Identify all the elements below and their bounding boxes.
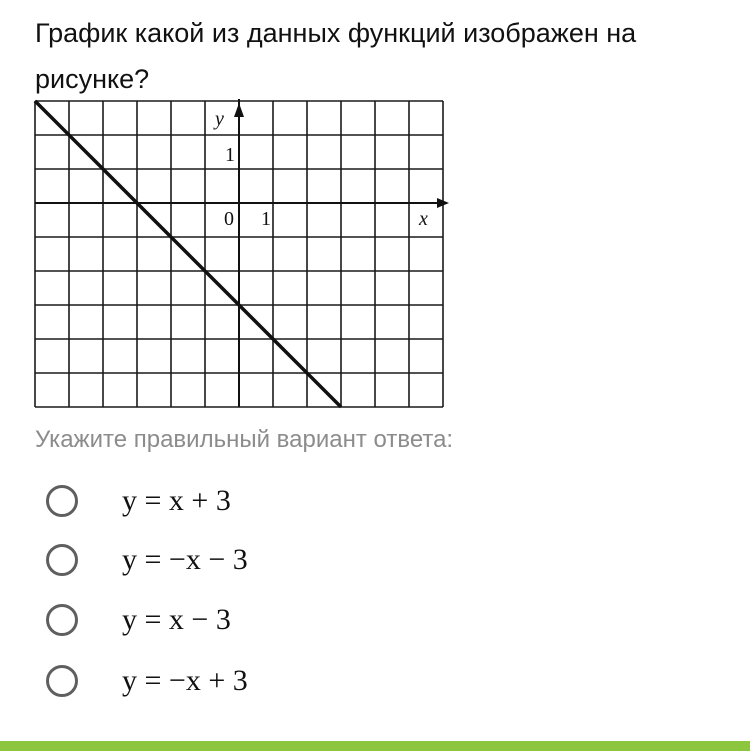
y-axis-label: y: [215, 108, 224, 130]
option-formula: y = −x + 3: [122, 664, 248, 697]
y-unit-label: 1: [225, 144, 235, 166]
function-graph-figure: [32, 98, 450, 416]
footer-bar: [0, 741, 750, 751]
option-formula: y = −x − 3: [122, 543, 248, 576]
origin-label: 0: [224, 208, 234, 230]
radio-button-icon[interactable]: [46, 544, 78, 576]
x-unit-label: 1: [261, 208, 271, 230]
option-formula: y = x + 3: [122, 484, 231, 517]
instruction-text: Укажите правильный вариант ответа:: [35, 426, 454, 453]
option-formula: y = x − 3: [122, 603, 231, 636]
option-2[interactable]: [46, 535, 646, 585]
option-3[interactable]: [46, 595, 646, 645]
radio-button-icon[interactable]: [46, 665, 78, 697]
graph-background: [33, 99, 449, 415]
radio-button-icon[interactable]: [46, 485, 78, 517]
graph-svg: [32, 98, 450, 416]
option-4[interactable]: [46, 656, 646, 706]
option-1[interactable]: [46, 476, 646, 526]
question-text: График какой из данных функций изображен на рисунке?: [35, 18, 637, 94]
radio-button-icon[interactable]: [46, 604, 78, 636]
x-axis-label: x: [419, 208, 428, 230]
